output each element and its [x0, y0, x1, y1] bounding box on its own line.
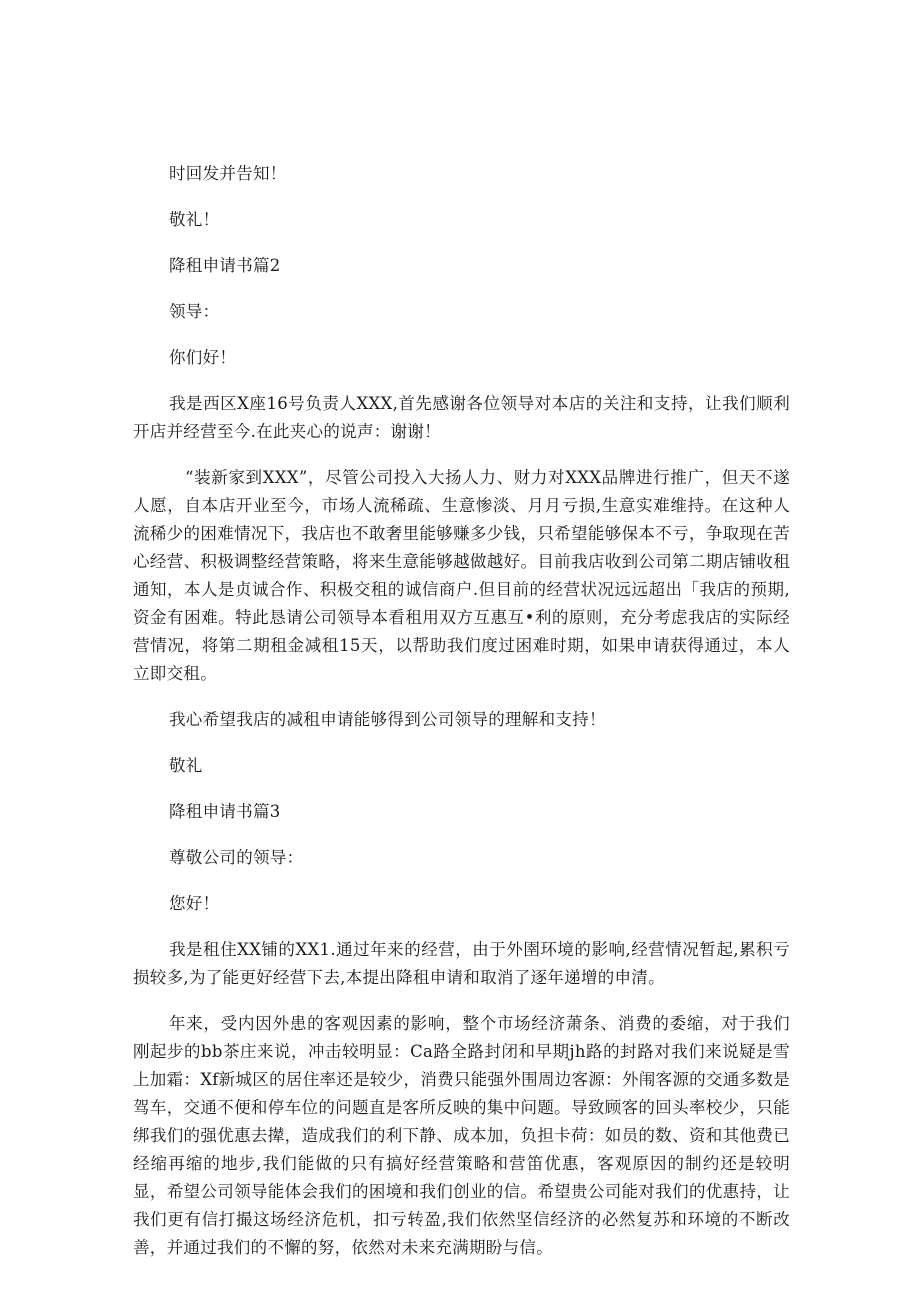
document-body [133, 160, 790, 1280]
body-paragraph: 年来，受内因外患的客观因素的影响，整个市场经济萧条、消费的委缩，对于我们刚起步的bb茶庄来说，冲击较明显：Ca路全路封闭和早期jh路的封路对我们来说疑是雪上加霜：Xf新城区的居住率还是较少，消费只能强外围周边客源：外闱客源的交通多数是驾车，交通不便和停车位的问题直是客所反映的集中问题。导致顾客的回头率校少，只能绑我们的强优惠去撵，造成我们的利下静、成本加，负担卡荷：如员的数、资和其他费已经缩再缩的地步,我们能做的只有搞好经营策略和营笛优惠，客观原因的制约还是较明显，希望公司领导能体会我们的困境和我们创业的信。希望贵公司能对我们的优惠持，让我们更有信打撮这场经济危机，扣亏转盈,我们依然坚信经济的必然复苏和环境的不断改善，并通过我们的不懈的努，依然对未来充满期盼与信。 [133, 1014, 790, 1257]
body-paragraph: “装新家到XXX”，尽管公司投入大扬人力、财力对XXX品牌进行推广，但天不遂人愿，自本店开业至今，市场人流稀疏、生意惨淡、月月亏损,生意实难维持。在这种人流稀少的困难情况下，我店也不敢奢里能够赚多少钱，只希望能够保本不亏，争取现在苦心经营、积极调整经营策略，将来生意能够越做越好。目前我店收到公司第二期店铺收租通知，本人是贞诚合作、积极交租的诚信商户.但目前的经营状况远远超出「我店的预期,资金有困难。特此恳请公司领导本看租用双方互惠互•利的原则，充分考虑我店的实际经营情况，将第二期租金减租15天，以帮助我们度过困难时期，如果申请获得通过，本人立即交租。 [133, 468, 790, 683]
body-paragraph: 我心希望我店的减租申请能够得到公司领导的理解和支持！ [169, 710, 606, 729]
addressee-line: 领导： [169, 302, 220, 321]
closing-notice-line: 时回发并告知！ [169, 164, 287, 183]
body-paragraph: 我是西区X座16号负责人XXX,首先感谢各位领导对本店的关注和支持，让我们顺利开店并经营至今.在此夹心的说声：谢谢！ [133, 394, 790, 441]
addressee-line: 尊敬公司的领导： [169, 848, 304, 867]
section-heading-3: 降租申请书篇3 [169, 802, 281, 821]
body-paragraph: 我是租住XX铺的XX1.通过年来的经营，由于外圉环境的影响,经营情况暂起,累积亏损较多,为了能更好经营下去,本提出降租申请和取消了逐年递增的申清。 [133, 940, 790, 987]
greeting-line: 你们好！ [169, 348, 237, 367]
greeting-line: 您好！ [169, 894, 220, 913]
salutation-closing: 敬礼！ [169, 210, 220, 229]
salutation-closing: 敬礼 [169, 756, 203, 775]
section-heading-2: 降租申请书篇2 [169, 256, 281, 275]
